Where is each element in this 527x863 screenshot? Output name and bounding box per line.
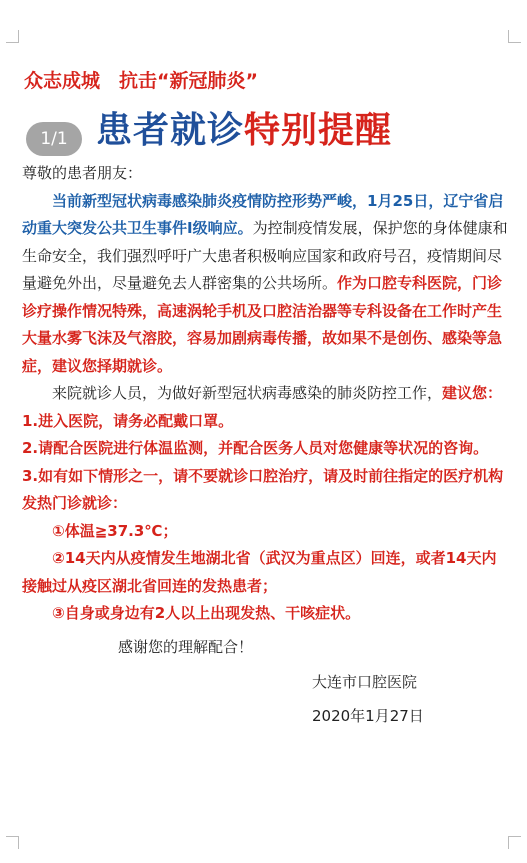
condition-temperature: ①体温≧37.3℃；: [52, 521, 178, 540]
crop-mark-top-left: [6, 30, 19, 43]
dental-risk-highlight: 作为口腔专科医院，门诊诊疗操作情况特殊，高速涡轮手机及口腔洁治器等专科设备在工作时产生大量水雾飞沫及气溶胶，容易加剧病毒传播，故如果不是创伤、感染等急症，建议您择期就诊。: [22, 274, 503, 375]
list-item-fever-clinic: 3.如有如下情形之一，请不要就诊口腔治疗，请及时前往指定的医疗机构发热门诊就诊：: [22, 466, 504, 512]
paragraph-epidemic-notice: [22, 188, 508, 381]
signature-organization: 大连市口腔医院: [312, 673, 418, 691]
visitor-advice-text: 来院就诊人员，为做好新型冠状病毒感染的肺炎防控工作，: [52, 384, 443, 402]
page-indicator-badge[interactable]: 1/1: [26, 122, 82, 156]
paragraph-visitor-advice: [22, 380, 508, 408]
crop-mark-bottom-left: [6, 836, 19, 849]
condition-travel-history: ②14天内从疫情发生地湖北省（武汉为重点区）回连，或者14天内接触过从疫区湖北省回连的发热患者；: [22, 549, 497, 595]
page-title: [96, 102, 392, 153]
epidemic-advice-text: 为控制疫情发展，保护您的身体健康和生命安全，我们强烈呼吁广大患者积极响应国家和政府号召，疫情期间尽量避免外出，尽量避免去人群密集的公共场所。: [22, 219, 508, 292]
crop-mark-top-right: [508, 30, 521, 43]
signature-date: 2020年1月27日: [312, 707, 424, 725]
condition-symptoms: ③自身或身边有2人以上出现发热、干咳症状。: [52, 604, 361, 622]
visitor-advice-highlight: 建议您：: [442, 384, 503, 402]
signature-block: [22, 661, 508, 751]
list-item-temperature: 2.请配合医院进行体温监测，并配合医务人员对您健康等状况的咨询。: [22, 439, 489, 457]
crop-mark-bottom-right: [508, 836, 521, 849]
thanks-text: 感谢您的理解配合！: [118, 637, 254, 656]
notice-body: [22, 160, 508, 751]
salutation: 尊敬的患者朋友：: [22, 164, 143, 182]
epidemic-status-highlight: 当前新型冠状病毒感染肺炎疫情防控形势严峻，1月25日，辽宁省启动重大突发公共卫生事件Ⅰ级响应。: [22, 191, 504, 237]
title-part-special-reminder: 特别提醒: [244, 110, 393, 151]
title-part-patient-visit: 患者就诊: [96, 110, 245, 151]
slogan: 众志成城 抗击“新冠肺炎”: [24, 70, 258, 92]
list-item-mask: 1.进入医院，请务必配戴口罩。: [22, 411, 234, 430]
